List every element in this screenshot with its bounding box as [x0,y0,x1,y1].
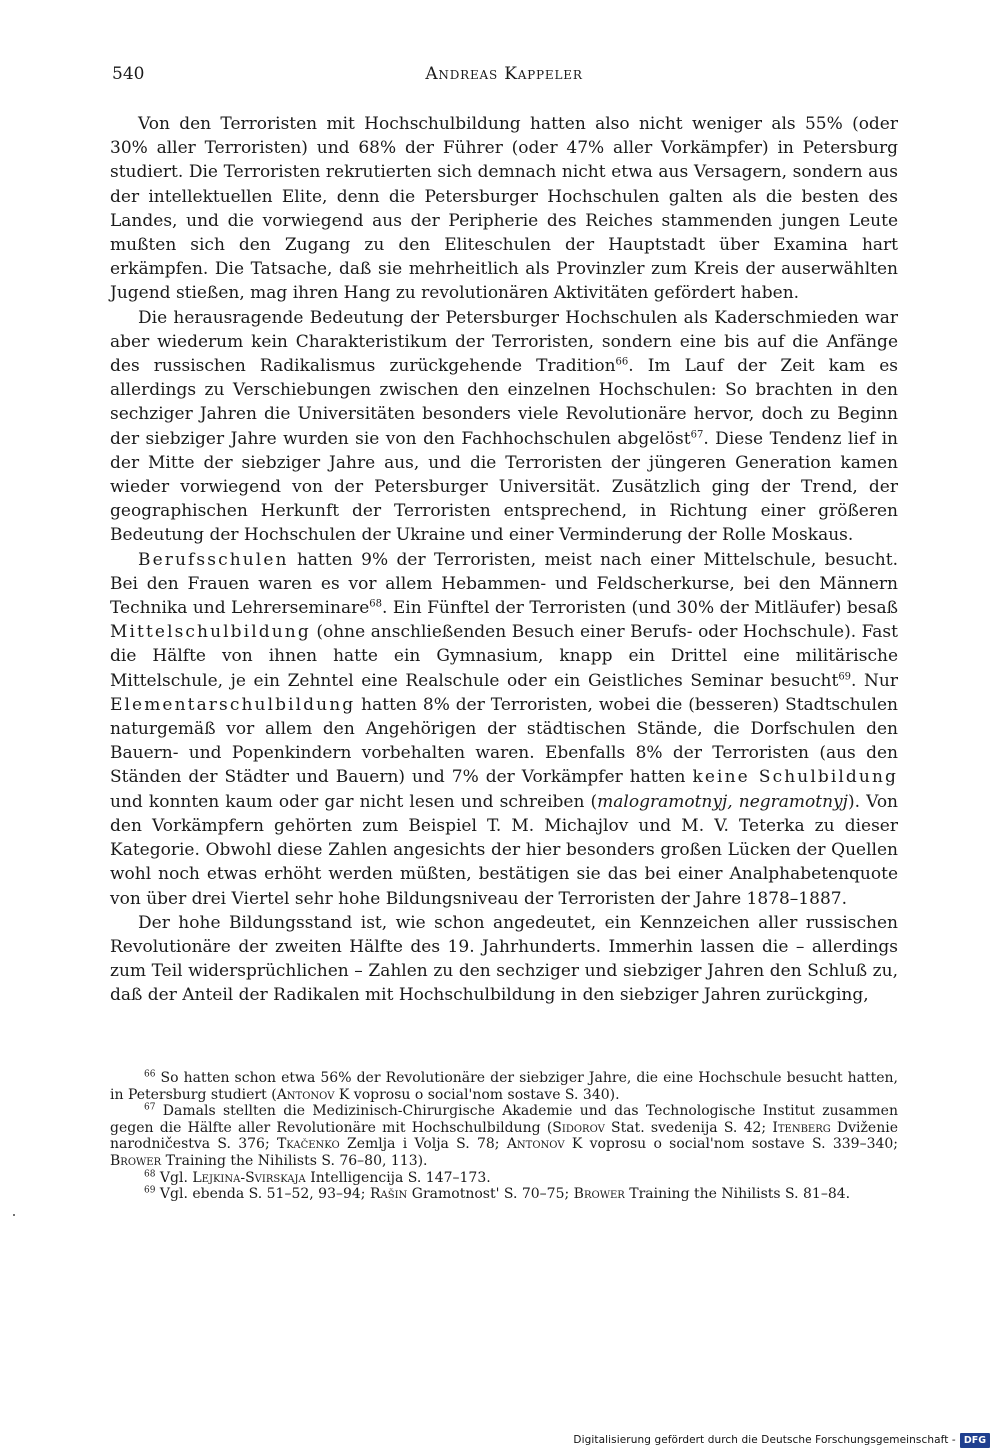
credit-text: Digitalisierung gefördert durch die Deutsche Forschungsgemeinschaft - [573,1434,956,1446]
spaced-term: Mittelschulbildung [110,622,311,643]
dfg-logo[interactable]: DFG [960,1433,990,1448]
footnote-ref-66[interactable]: 66 [615,356,629,368]
footnotes [110,1070,898,1203]
author-name: Tkačenko [276,1136,340,1153]
spaced-term: Elementarschulbildung [110,694,356,715]
author-name: Antonov [506,1136,565,1153]
footnote-ref-69[interactable]: 69 [838,671,852,683]
spaced-term: Berufsschulen [138,549,289,570]
author-name: Brower [110,1152,162,1169]
digitization-credit [573,1432,990,1448]
footnote-number: 69 [144,1185,156,1196]
footnote-number: 66 [144,1069,156,1080]
author-name: Antonov [276,1086,335,1103]
footnote-ref-67[interactable]: 67 [690,428,704,440]
paragraph-4: Der hohe Bildungsstand ist, wie schon angedeutet, ein Kennzeichen aller russischen Revolutionäre der zweiten Hälfte des 19. Jahrhunderts. Immerhin lassen die – allerdings zum Teil widersprüchlichen – Zahlen zu den sechziger und siebziger Jahren den Schluß zu, daß der Anteil der Radikalen mit Hochschulbildung in den siebziger Jahren zurückging, [110,912,898,1006]
author-name: Brower [573,1186,625,1203]
author-name: Lejkina-Svirskaja [192,1169,306,1186]
running-head-author: Andreas Kappeler [425,64,583,84]
spaced-term: keine Schulbildung [692,767,898,788]
footnote-number: 68 [144,1168,156,1179]
author-name: Rašin [369,1186,408,1203]
author-name: Sidorov [552,1119,605,1136]
footnote-ref-68[interactable]: 68 [369,598,382,610]
footnote-69: $^{69}$ Vgl. ebenda S. 51–52, 93–94; Rašin Gramotnost' S. 70–75; Brower Training the Nihilists S. 81–84. [144,1185,851,1203]
paragraph-3: Berufsschulen hatten 9% der Terroristen, meist nach einer Mittelschule, besucht. Bei den Frauen waren es vor allem Hebammen- und Feldscherkurse, bei den Männern Technika und Lehrerseminare$^{68}$. Ein Fünftel der Terroristen (und 30% der Mitläufer) besaß Mittelschulbildung (ohne anschließenden Besuch einer Berufs- oder Hochschule). Fast die Hälfte von ihnen hatte ein Gymnasium, knapp ein Drittel eine militärische Mittelschule, je ein Zehntel eine Realschule oder ein Geistliches Seminar besucht$^{69}$. Nur Elementarschulbildung hatten 8% der Terroristen, wobei die (besseren) Stadtschulen naturgemäß vor allem den Angehörigen der städtischen Stände, die Dorfschulen den Bauern- und Popenkindern vorbehalten waren. Ebenfalls 8% der Terroristen (aus den Ständen der Städter und Bauern) und 7% der Vorkämpfer hatten keine Schulbildung und konnten kaum oder gar nicht lesen und schreiben (malogramotnyj, negramotnyj). Von den Vorkämpfern gehörten zum Beispiel T. M. Michajlov und M. V. Teterka zu dieser Kategorie. Obwohl diese Zahlen angesichts der hier besonders großen Lücken der Quellen wohl noch etwas erhöht werden müßten, bestätigen sie das bei einer Analphabetenquote von über drei Viertel sehr hohe Bildungsniveau der Terroristen der Jahre 1878–1887. [110,549,898,909]
running-head [112,64,896,88]
page-number: 540 [112,64,145,84]
footnote-66: $^{66}$ So hatten schon etwa 56% der Revolutionäre der siebziger Jahre, die eine Hochschule besucht hatten, in Petersburg studiert (Antonov K voprosu o social'nom sostave S. 340). [110,1069,898,1103]
italic-term: malogramotnyj, negramotnyj [597,791,848,812]
margin-mark [13,1214,15,1216]
main-text [110,112,898,1008]
footnote-68: $^{68}$ Vgl. Lejkina-Svirskaja Intelligencija S. 147–173. [144,1168,491,1186]
footnote-67: $^{67}$ Damals stellten die Medizinisch-Chirurgische Akademie und das Technologische Institut zusammen gegen die Hälfte aller Revolutionäre mit Hochschulbildung (Sidorov Stat. svedenija S. 42; Itenberg Dviženie narodničestva S. 376; Tkačenko Zemlja i Volja S. 78; Antonov K voprosu o social'nom sostave S. 339–340; Brower Training the Nihilists S. 76–80, 113). [110,1102,899,1169]
paragraph-1: Von den Terroristen mit Hochschulbildung hatten also nicht weniger als 55% (oder 30% aller Terroristen) und 68% der Führer (oder 47% aller Vorkämpfer) in Petersburg studiert. Die Terroristen rekrutierten sich demnach nicht etwa aus Versagern, sondern aus der intellektuellen Elite, denn die Petersburger Hochschulen galten als die besten des Landes, und die vorwiegend aus der Peripherie des Reiches stammenden jungen Leute mußten sich den Zugang zu den Eliteschulen der Hauptstadt über Examina hart erkämpfen. Die Tatsache, daß sie mehrheitlich als Provinzler zum Kreis der auserwählten Jugend stießen, mag ihren Hang zu revolutionären Aktivitäten gefördert haben. [110,114,898,304]
footnote-number: 67 [144,1102,156,1113]
paragraph-2: Die herausragende Bedeutung der Petersburger Hochschulen als Kaderschmieden war aber wiederum kein Charakteristikum der Terroristen, sondern eine bis auf die Anfänge des russischen Radikalismus zurückgehende Tradition$^{66}$. Im Lauf der Zeit kam es allerdings zu Verschiebungen zwischen den einzelnen Hochschulen: So brachten in den sechziger Jahren die Universitäten besonders viele Revolutionäre hervor, doch zu Beginn der siebziger Jahre wurden sie von den Fachhochschulen abgelöst$^{67}$. Diese Tendenz lief in der Mitte der siebziger Jahre aus, und die Terroristen der jüngeren Generation kamen wieder vorwiegend von der Petersburger Universität. Zusätzlich ging der Trend, der geographischen Herkunft der Terroristen entsprechend, in Richtung einer größeren Bedeutung der Hochschulen der Ukraine und einer Verminderung der Rolle Moskaus. [110,307,898,546]
author-name: Itenberg [772,1119,831,1136]
